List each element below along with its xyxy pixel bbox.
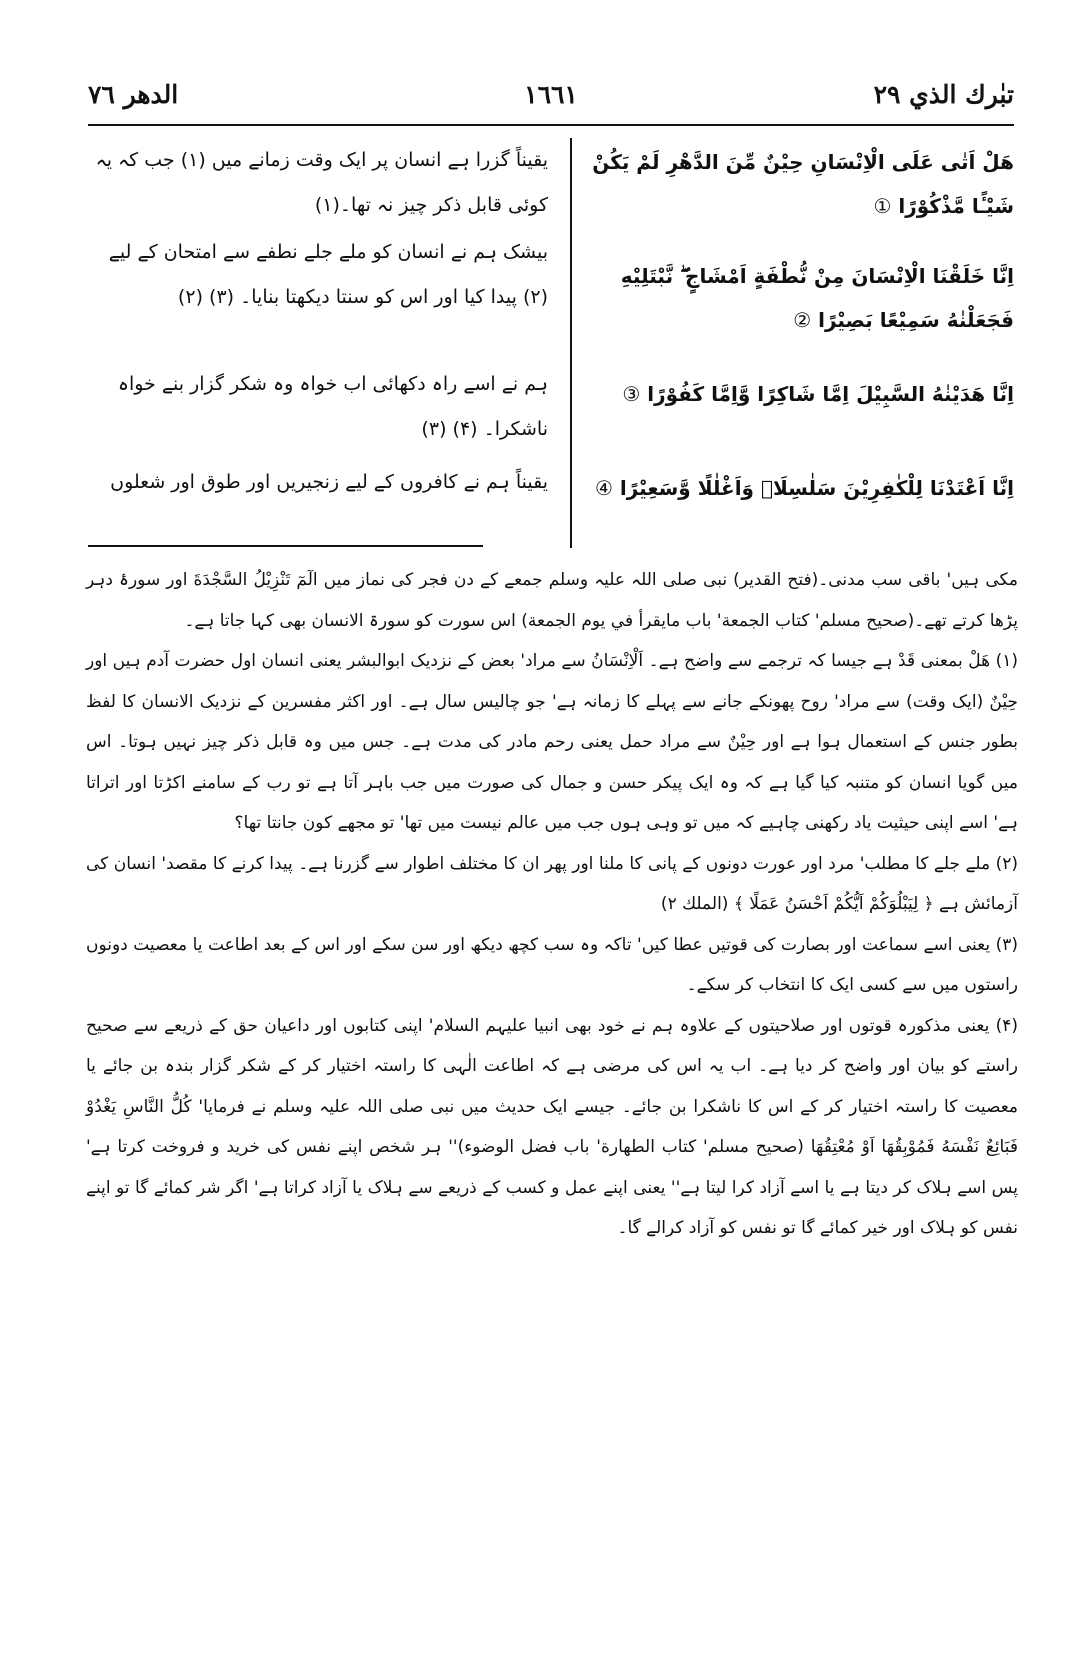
surah-title: الدھر ٧٦ xyxy=(88,80,179,109)
arabic-verse-3 xyxy=(556,372,1014,416)
urdu-translation-2: بیشک ہم نے انسان کو ملے جلے نطفے سے امتحان کے لیے (۲) پیدا کیا اور اس کو سنتا دیکھتا بنایا۔ (۳) (۲) xyxy=(108,241,548,308)
ayah-number-marker: ① xyxy=(873,194,892,218)
ayah-number-marker: ② xyxy=(793,308,812,332)
urdu-translation-4: یقیناً ہم نے کافروں کے لیے زنجیریں اور طوق اور شعلوں xyxy=(110,471,548,493)
footnote-2: (۲) ملے جلے کا مطلب' مرد اور عورت دونوں کے پانی کا ملنا اور پھر ان کا مختلف اطوار سے گزرنا ہے۔ پیدا کرنے کا مقصد' انسان کی آزمائش ہے ﴿ لِيَبْلُوَكُمْ اَيُّكُمْ اَحْسَنُ عَمَلًا ﴾ (الملك ٢) xyxy=(86,853,1018,914)
arabic-text: اِنَّا اَعْتَدْنَا لِلْكٰفِرِيْنَ سَلٰسِلَا۟ وَاَغْلٰلًا وَّسَعِيْرًا xyxy=(619,476,1014,500)
verses-section xyxy=(88,138,1014,548)
ayah-number-marker: ④ xyxy=(594,476,613,500)
page-number: ١٦٦١ xyxy=(524,80,578,109)
urdu-translation-3: ہم نے اسے راہ دکھائی اب خواہ وہ شکر گزار بنے خواہ ناشکرا۔ (۴) (۳) xyxy=(117,373,548,440)
footnote-3: (۳) یعنی اسے سماعت اور بصارت کی قوتیں عطا کیں' تاکہ وہ سب کچھ دیکھ اور سن سکے اور اس کے بعد اطاعت یا معصیت دونوں راستوں میں سے کسی ایک کا انتخاب کر سکے۔ xyxy=(86,934,1018,995)
arabic-text: هَلْ اَتٰى عَلَى الْاِنْسَانِ حِيْنٌ مِّنَ الدَّهْرِ لَمْ يَكُنْ شَيْـًٔا مَّذْكُوْرًا xyxy=(592,150,1014,218)
footnotes-section xyxy=(86,560,1018,1249)
arabic-verse-4 xyxy=(556,466,1014,510)
footnote-4: (۴) یعنی مذکورہ قوتوں اور صلاحیتوں کے علاوہ ہم نے خود بھی انبیا علیہم السلام' اپنی کتابوں اور داعیان حق کے ذریعے سے صحیح راستے کو بیان اور واضح کر دیا ہے۔ اب یہ اس کی مرضی ہے کہ اطاعت الٰہی کا راستہ اختیار کر کے شکر گزار بندہ بن جائے یا معصیت کا راستہ اختیار کر کے اس کا ناشکرا بن جائے۔ جیسے ایک حدیث میں نبی صلی اللہ علیہ وسلم نے فرمایا' كُلُّ النَّاسِ يَغْدُوْ فَبَائِعٌ نَفْسَهُ فَمُوْبِقُهَا اَوْ مُعْتِقُهَا (صحیح مسلم' كتاب الطهارة' باب فضل الوضوء)'' ہر شخص اپنے نفس کی خرید و فروخت کرتا ہے' پس اسے ہلاک کر دیتا ہے یا اسے آزاد کرا لیتا ہے'' یعنی اپنے عمل و کسب کے ذریعے سے ہلاک یا آزاد کراتا ہے' اگر شر کمائے گا تو اپنے نفس کو ہلاک اور خیر کمائے گا تو نفس کو آزاد کرالے گا۔ xyxy=(86,1015,1018,1238)
footnote-divider xyxy=(88,545,483,547)
header-divider xyxy=(88,124,1014,126)
arabic-text: اِنَّا خَلَقْنَا الْاِنْسَانَ مِنْ نُّطْفَةٍ اَمْشَاجٍ ۖ نَّبْتَلِيْهِ فَجَعَلْنٰهُ سَمِيْعًا بَصِيْرًا xyxy=(620,264,1014,332)
arabic-verse-2 xyxy=(556,254,1014,342)
juz-title: تبٰرك الذي ٢٩ xyxy=(873,80,1014,109)
footnote-intro: مکی ہیں' باقی سب مدنی۔(فتح القدیر) نبی صلی اللہ علیہ وسلم جمعے کے دن فجر کی نماز میں الٓمٓ تَنْزِيْلُ السَّجْدَةَ اور سورۂ دہر پڑھا کرتے تھے۔(صحیح مسلم' كتاب الجمعة' باب مايقرأ في يوم الجمعة) اس سورت کو سورۃ الانسان بھی کہا جاتا ہے۔ xyxy=(86,570,1018,631)
footnote-1: (۱) هَلْ بمعنی قَدْ ہے جیسا کہ ترجمے سے واضح ہے۔ اَلْاِنْسَانُ سے مراد' بعض کے نزدیک ابوالبشر یعنی انسان اول حضرت آدم ہیں اور حِيْنٌ (ایک وقت) سے مراد' روح پھونکے جانے سے پہلے کا زمانہ ہے' جو چالیس سال ہے۔ اور اکثر مفسرین کے نزدیک الانسان کا لفظ بطور جنس کے استعمال ہوا ہے اور حِيْنٌ سے مراد حمل یعنی رحم مادر کی مدت ہے۔ جس میں وہ قابل ذکر چیز نہیں ہوتا۔ اس میں گویا انسان کو متنبہ کیا گیا ہے کہ وہ ایک پیکر حسن و جمال کی صورت میں جب باہر آتا ہے تو رب کے سامنے اکڑتا اور اتراتا ہے' اسے اپنی حیثیت یاد رکھنی چاہیے کہ میں تو وہی ہوں جب میں عالم نیست میں تھا' تو مجھے کون جانتا تھا؟ xyxy=(86,651,1018,833)
urdu-translation-1: یقیناً گزرا ہے انسان پر ایک وقت زمانے میں (۱) جب کہ یہ کوئی قابل ذکر چیز نہ تھا۔(۱) xyxy=(95,149,548,216)
ayah-number-marker: ③ xyxy=(622,382,641,406)
arabic-verse-1 xyxy=(556,140,1014,228)
arabic-text: اِنَّا هَدَيْنٰهُ السَّبِيْلَ اِمَّا شَاكِرًا وَّاِمَّا كَفُوْرًا xyxy=(647,382,1014,406)
page-header xyxy=(88,80,1014,120)
